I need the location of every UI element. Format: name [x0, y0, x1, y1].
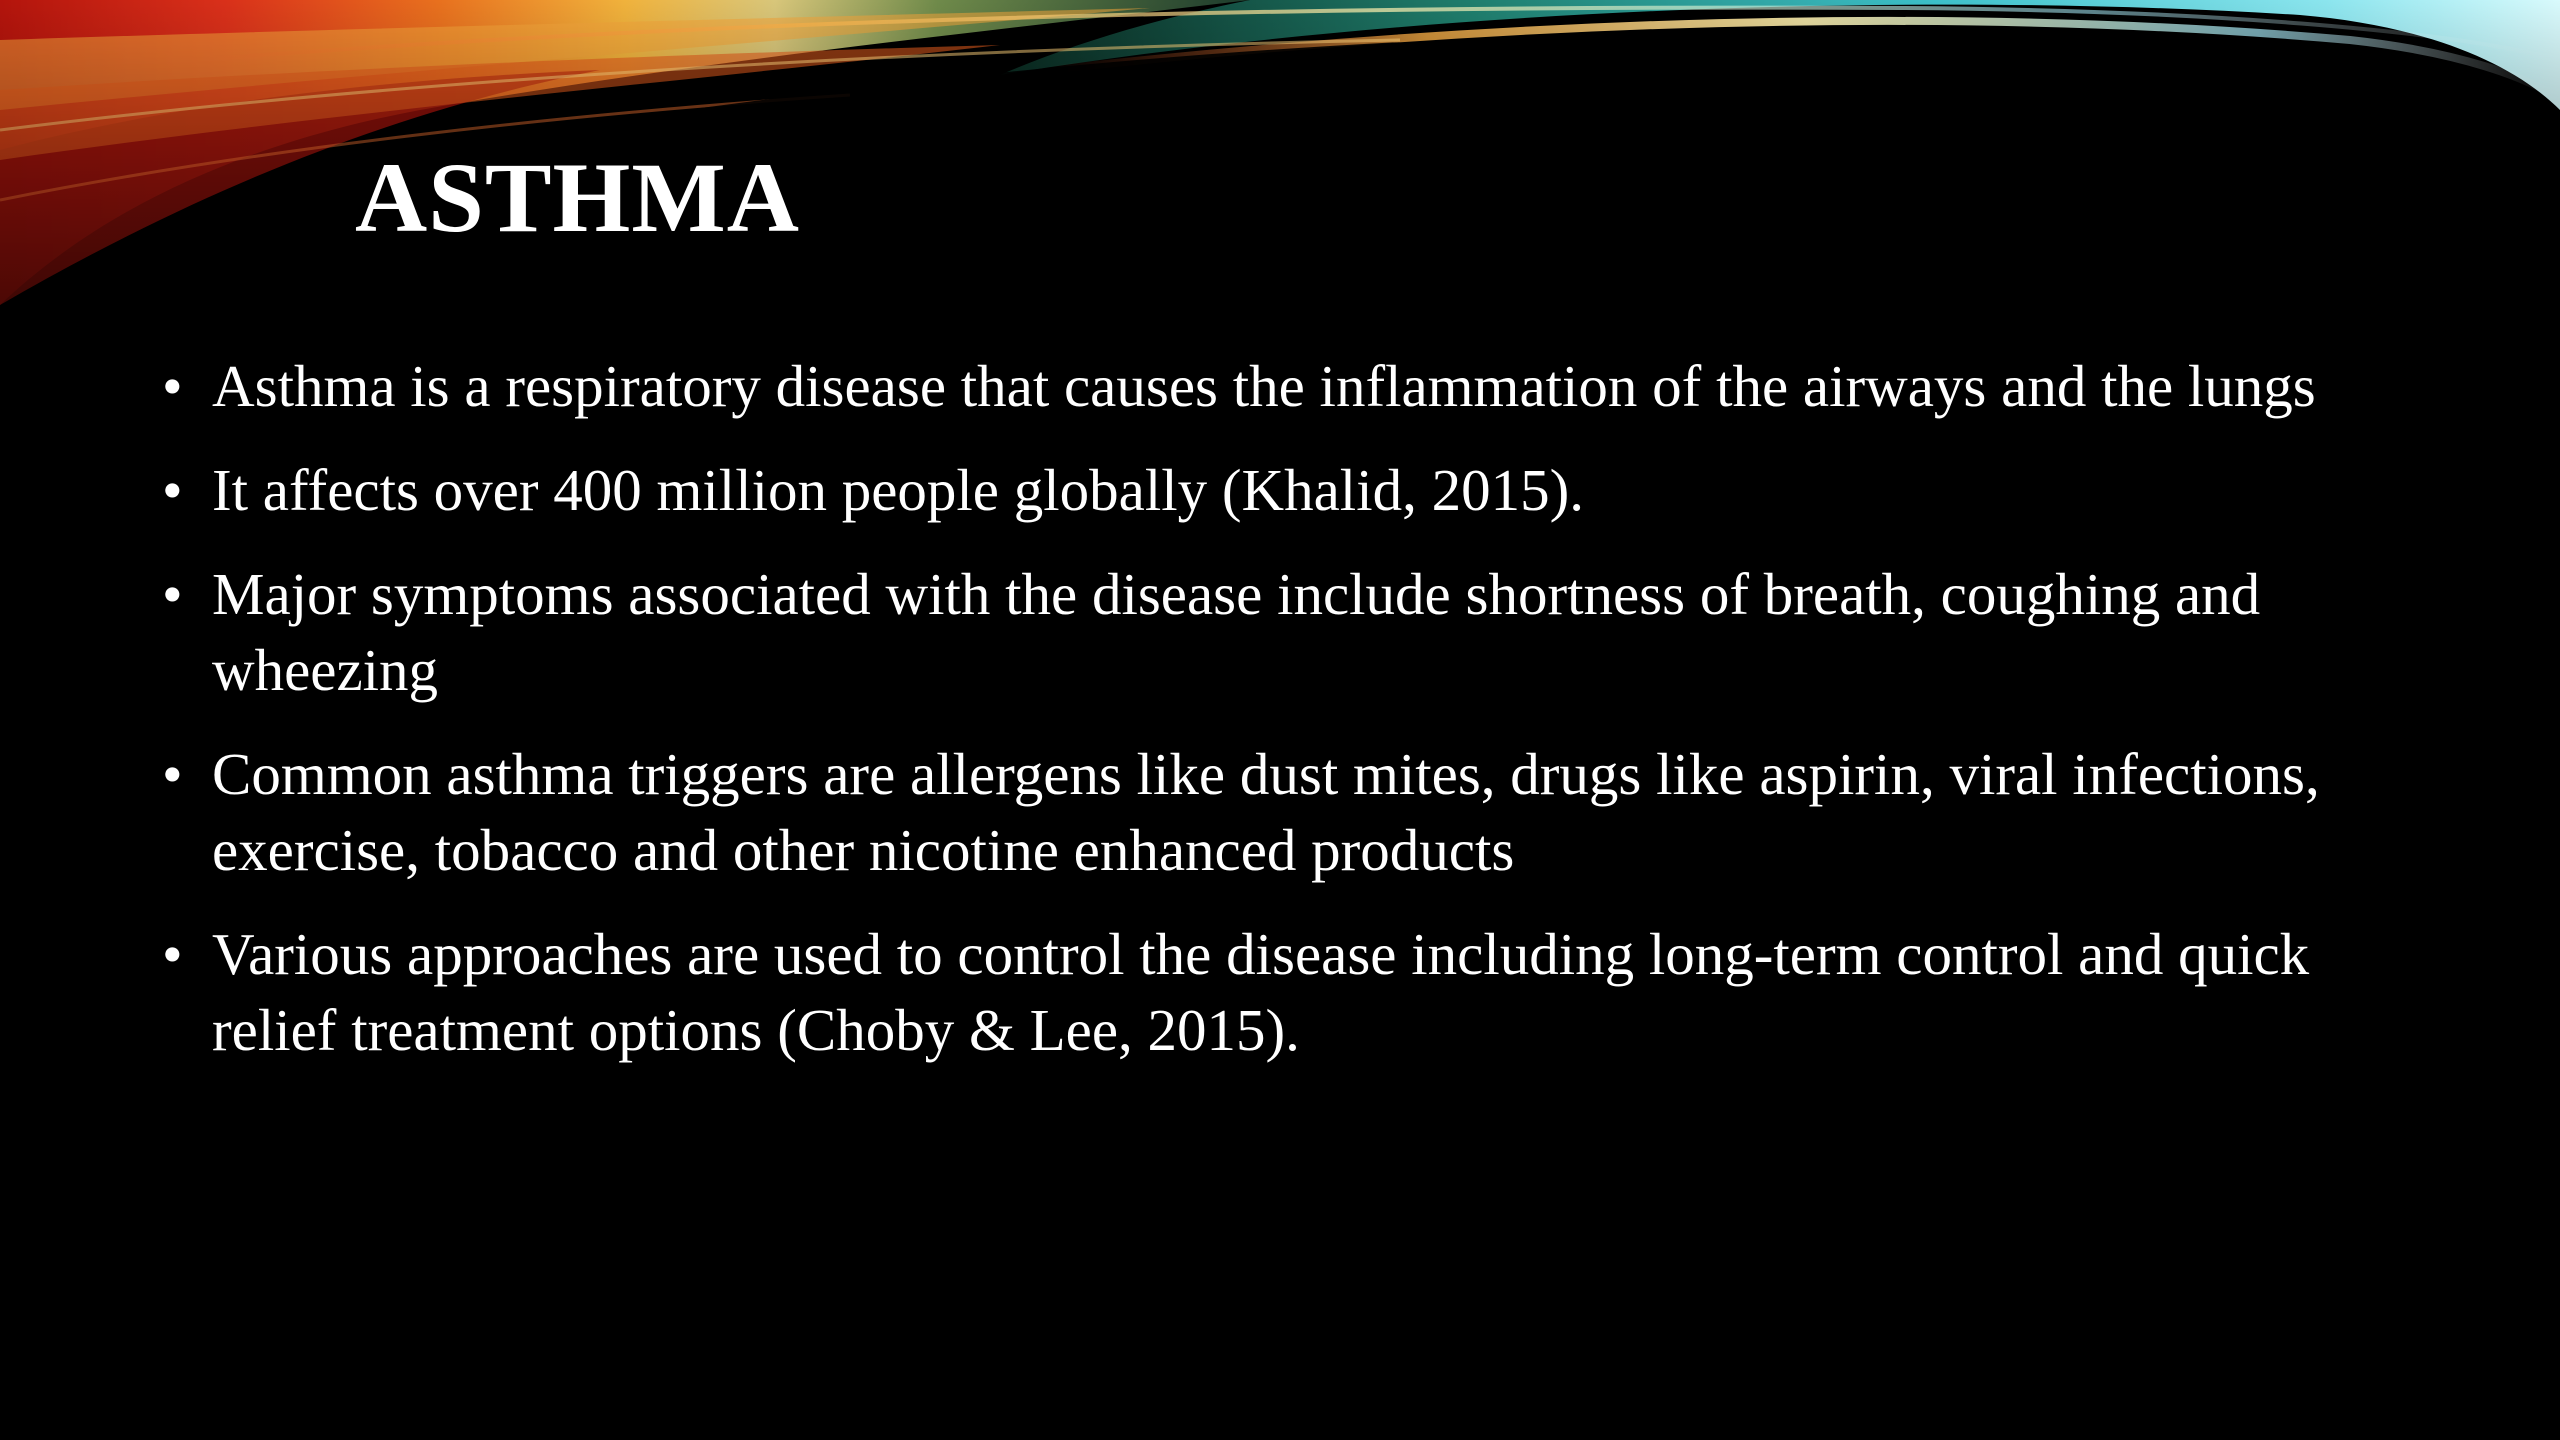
bullet-marker: •: [162, 921, 183, 987]
bullet-marker: •: [162, 561, 183, 627]
bullet-text: Various approaches are used to control the disease including long-term control and quick relief treatment options (Choby & Lee, 2015).: [212, 921, 2310, 1063]
bullet-item: [160, 736, 2400, 888]
bullet-marker: •: [162, 741, 183, 807]
bullet-item: [160, 556, 2400, 708]
bullet-text: Common asthma triggers are allergens like dust mites, drugs like aspirin, viral infections, exercise, tobacco and other nicotine enhanced products: [212, 741, 2320, 883]
bullet-text: Major symptoms associated with the disease include shortness of breath, coughing and wheezing: [212, 561, 2261, 703]
bullet-text: Asthma is a respiratory disease that causes the inflammation of the airways and the lungs: [212, 353, 2316, 419]
slide-title: ASTHMA: [355, 142, 800, 253]
bullet-item: [160, 916, 2400, 1068]
bullet-item: [160, 452, 2400, 528]
bullet-item: [160, 348, 2400, 424]
bullet-marker: •: [162, 353, 183, 419]
bullet-marker: •: [162, 457, 183, 523]
bullet-list: [160, 348, 2400, 1096]
bullet-text: It affects over 400 million people globally (Khalid, 2015).: [212, 457, 1584, 523]
